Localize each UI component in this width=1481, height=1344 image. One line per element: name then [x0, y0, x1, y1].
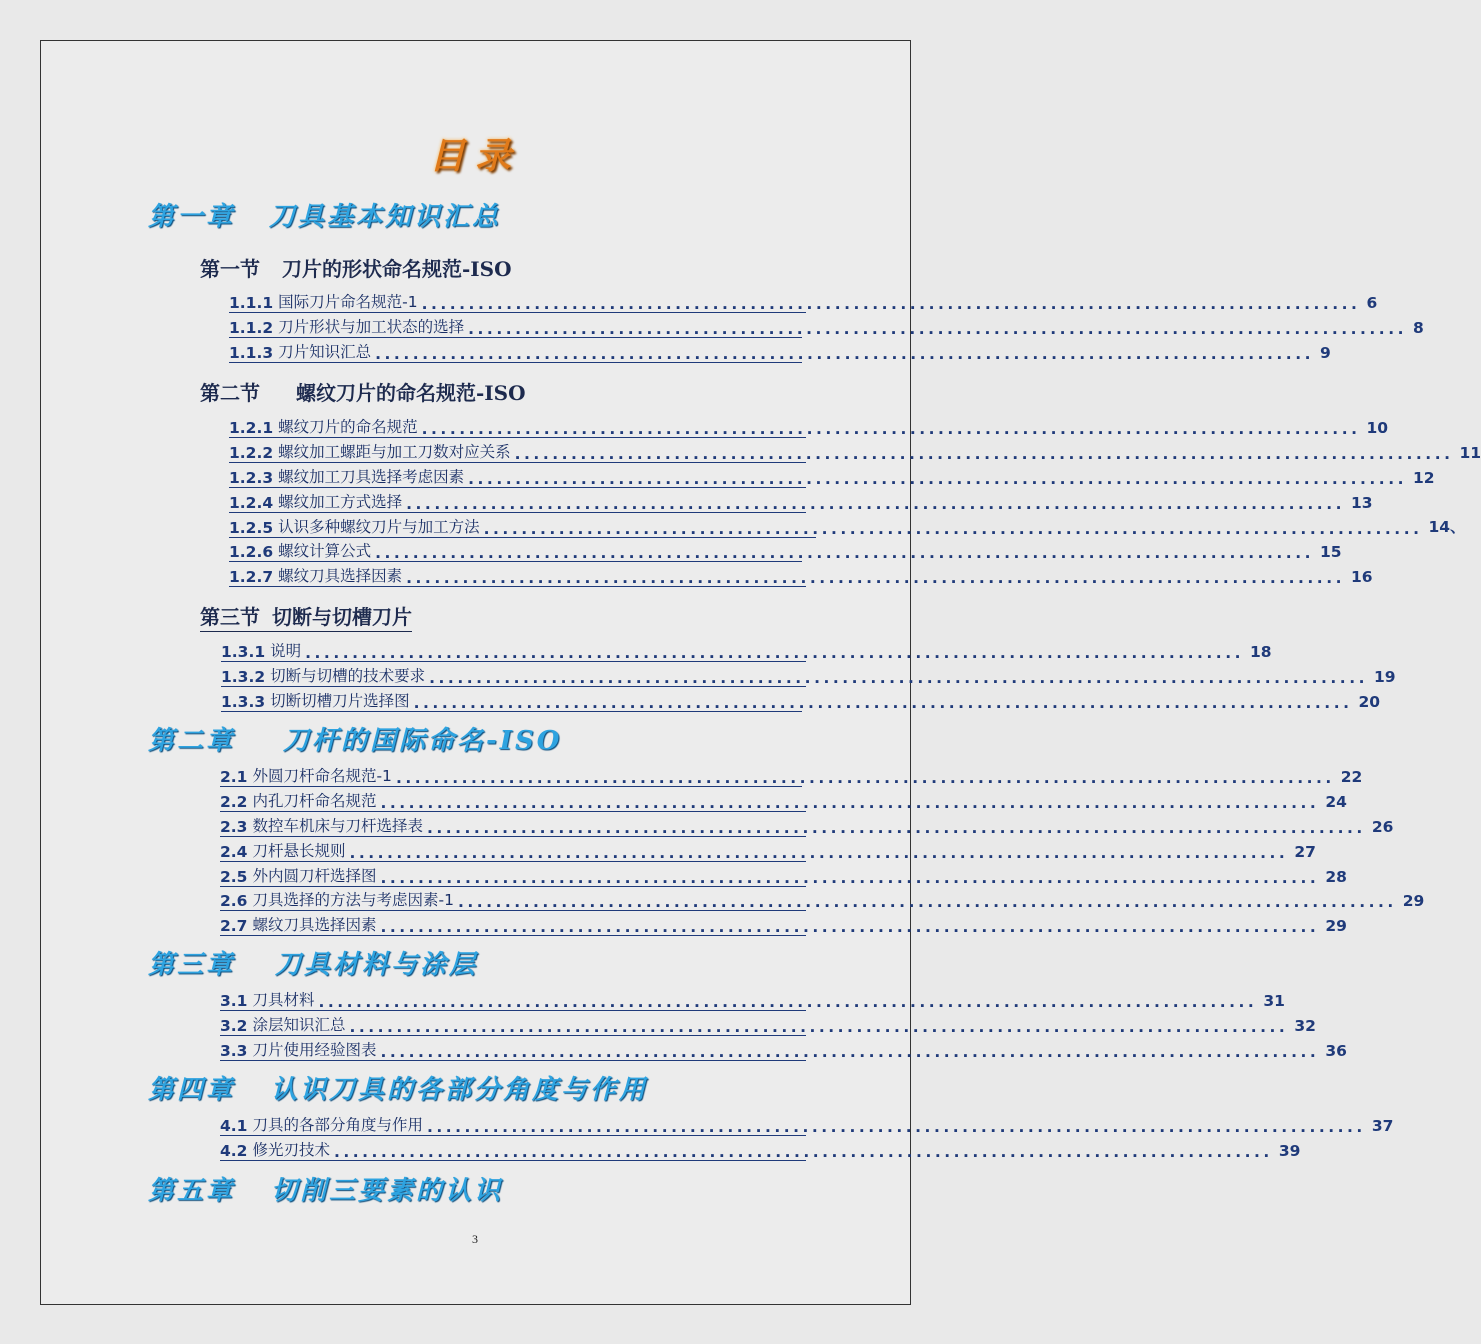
entry-page: 19: [1373, 668, 1396, 686]
entry-page: 9: [1319, 344, 1331, 362]
entry-page: 18: [1249, 643, 1272, 661]
chapter-number: 第四章: [148, 1075, 236, 1105]
entry-page: 32: [1294, 1017, 1316, 1035]
toc-entry-2-6[interactable]: [220, 888, 1425, 911]
entry-page: 29: [1402, 892, 1425, 910]
chapter-1-heading[interactable]: [148, 196, 501, 233]
chapter-number: 第二章: [148, 726, 236, 756]
entry-number: 1.2.1: [229, 419, 274, 437]
chapter-number: 第三章: [148, 950, 236, 980]
section-1-1-heading[interactable]: [200, 253, 512, 282]
entry-title: 外内圆刀杆选择图: [252, 867, 377, 885]
entry-number: 1.3.3: [221, 693, 266, 711]
entry-number: 2.2: [220, 793, 248, 811]
toc-entry-1-2-5[interactable]: [229, 515, 1466, 538]
dot-leader: ....................................................................................................: [514, 444, 1454, 463]
chapter-3-heading[interactable]: [148, 944, 478, 981]
entry-number: 2.4: [220, 843, 248, 861]
entry-number: 1.2.2: [229, 444, 274, 462]
entry-page: 36: [1325, 1042, 1347, 1060]
entry-number: 1.1.2: [229, 319, 274, 337]
chapter-name: 认识刀具的各部分角度与作用: [271, 1075, 649, 1105]
entry-number: 3.2: [220, 1017, 248, 1035]
entry-number: 1.2.3: [229, 469, 274, 487]
entry-number: 2.7: [220, 917, 248, 935]
entry-page: 8: [1412, 319, 1424, 337]
dot-leader: ....................................................................................................: [426, 818, 1366, 837]
entry-title: 螺纹计算公式: [278, 542, 372, 560]
dot-leader: ....................................................................................................: [375, 543, 1314, 562]
section-number: 第二节: [200, 381, 260, 405]
toc-entry-2-4[interactable]: [220, 839, 1316, 862]
entry-title: 刀片形状与加工状态的选择: [278, 318, 465, 336]
entry-number: 1.2.4: [229, 494, 274, 512]
entry-number: 2.3: [220, 818, 248, 836]
entry-page: 24: [1325, 793, 1347, 811]
entry-title: 认识多种螺纹刀片与加工方法: [278, 518, 480, 536]
entry-number: 4.1: [220, 1117, 248, 1135]
entry-title: 刀具的各部分角度与作用: [252, 1116, 423, 1134]
entry-page: 31: [1263, 992, 1285, 1010]
entry-page: 37: [1371, 1117, 1394, 1135]
section-number: 第一节: [200, 257, 260, 281]
dot-leader: ....................................................................................................: [468, 469, 1407, 488]
toc-entry-2-2[interactable]: [220, 789, 1347, 812]
entry-title: 刀具选择的方法与考虑因素-1: [252, 891, 454, 909]
chapter-name: 刀杆的国际命名-ISO: [283, 726, 563, 756]
toc-entry-1-1-1[interactable]: [229, 290, 1378, 313]
toc-entry-2-7[interactable]: [220, 913, 1347, 936]
entry-title: 刀片知识汇总: [278, 343, 372, 361]
dot-leader: ....................................................................................................: [406, 568, 1345, 587]
entry-page: 29: [1325, 917, 1347, 935]
entry-title: 外圆刀杆命名规范-1: [252, 767, 392, 785]
toc-entry-1-1-2[interactable]: [229, 315, 1424, 338]
entry-title: 螺纹刀片的命名规范: [278, 418, 418, 436]
entry-number: 3.3: [220, 1042, 248, 1060]
dot-leader: ....................................................................................................: [406, 494, 1345, 513]
chapter-name: 刀具材料与涂层: [275, 950, 479, 980]
toc-entry-2-3[interactable]: [220, 814, 1394, 837]
dot-leader: ....................................................................................................: [380, 1042, 1320, 1061]
toc-entry-1-2-4[interactable]: [229, 490, 1373, 513]
dot-leader: ....................................................................................................: [380, 868, 1320, 887]
toc-entry-1-2-6[interactable]: [229, 539, 1342, 562]
entry-number: 2.6: [220, 892, 248, 910]
dot-leader: ....................................................................................................: [380, 917, 1320, 936]
chapter-number: 第一章: [148, 202, 236, 232]
toc-entry-4-2[interactable]: [220, 1138, 1301, 1161]
entry-title: 刀杆悬长规则: [252, 842, 346, 860]
dot-leader: ....................................................................................................: [305, 643, 1244, 662]
toc-entry-3-3[interactable]: [220, 1038, 1347, 1061]
toc-entry-3-1[interactable]: [220, 988, 1285, 1011]
toc-title: 目录: [428, 135, 521, 177]
entry-page: 27: [1294, 843, 1316, 861]
entry-title: 刀片使用经验图表: [252, 1041, 377, 1059]
entry-page: 28: [1325, 868, 1347, 886]
toc-entry-1-2-7[interactable]: [229, 564, 1373, 587]
entry-page: 15: [1319, 543, 1342, 561]
section-1-2-heading[interactable]: [200, 377, 526, 406]
entry-number: 3.1: [220, 992, 248, 1010]
entry-number: 2.1: [220, 768, 248, 786]
entry-title: 说明: [270, 642, 302, 660]
section-name: 刀片的形状命名规范-ISO: [282, 257, 512, 281]
dot-leader: ....................................................................................................: [421, 419, 1361, 438]
entry-title: 数控车机床与刀杆选择表: [252, 817, 423, 835]
entry-number: 1.3.1: [221, 643, 266, 661]
dot-leader: ....................................................................................................: [468, 319, 1407, 338]
dot-leader: ....................................................................................................: [413, 693, 1353, 712]
toc-entry-1-2-1[interactable]: [229, 415, 1389, 438]
dot-leader: ....................................................................................................: [395, 768, 1335, 787]
page-number: 3: [472, 1232, 478, 1246]
dot-leader: ....................................................................................................: [318, 992, 1258, 1011]
entry-title: 螺纹加工螺距与加工刀数对应关系: [278, 443, 511, 461]
chapter-4-heading[interactable]: [148, 1069, 648, 1106]
entry-number: 1.1.3: [229, 344, 274, 362]
toc-entry-1-3-2[interactable]: [221, 664, 1396, 687]
entry-title: 内孔刀杆命名规范: [252, 792, 377, 810]
entry-title: 螺纹刀具选择因素: [252, 916, 377, 934]
dot-leader: ....................................................................................................: [457, 892, 1397, 911]
chapter-2-heading[interactable]: [148, 720, 562, 757]
chapter-5-heading[interactable]: [148, 1170, 503, 1207]
entry-page: 10: [1366, 419, 1389, 437]
entry-number: 4.2: [220, 1142, 248, 1160]
section-name: 螺纹刀片的命名规范-ISO: [296, 381, 526, 405]
entry-number: 1.3.2: [221, 668, 266, 686]
dot-leader: ....................................................................................................: [426, 1117, 1366, 1136]
toc-entry-1-2-3[interactable]: [229, 465, 1435, 488]
section-name: 切断与切槽刀片: [272, 605, 412, 629]
entry-number: 1.2.7: [229, 568, 274, 586]
entry-page: 26: [1371, 818, 1394, 836]
toc-entry-1-2-2[interactable]: [229, 440, 1481, 463]
entry-title: 螺纹加工方式选择: [278, 493, 403, 511]
entry-title: 螺纹加工刀具选择考虑因素: [278, 468, 465, 486]
toc-entry-4-1[interactable]: [220, 1113, 1394, 1136]
dot-leader: ....................................................................................................: [375, 344, 1314, 363]
entry-number: 1.2.6: [229, 543, 274, 561]
toc-entry-2-1[interactable]: [220, 764, 1363, 787]
entry-title: 刀具材料: [252, 991, 315, 1009]
entry-title: 涂层知识汇总: [252, 1016, 346, 1034]
chapter-name: 切削三要素的认识: [271, 1176, 504, 1206]
entry-number: 1.1.1: [229, 294, 274, 312]
section-1-3-heading[interactable]: [200, 601, 412, 632]
entry-page: 11: [1459, 444, 1481, 462]
dot-leader: ....................................................................................................: [349, 1017, 1289, 1036]
entry-page: 16: [1350, 568, 1373, 586]
entry-page: 22: [1340, 768, 1363, 786]
section-number: 第三节: [200, 605, 260, 629]
entry-title: 切断与切槽的技术要求: [270, 667, 426, 685]
dot-leader: ....................................................................................................: [429, 668, 1368, 687]
entry-number: 1.2.5: [229, 519, 274, 537]
dot-leader: ....................................................................................................: [333, 1142, 1273, 1161]
dot-leader: ....................................................................................................: [483, 519, 1423, 538]
entry-title: 国际刀片命名规范-1: [278, 293, 418, 311]
entry-page: 20: [1358, 693, 1381, 711]
toc-entry-3-2[interactable]: [220, 1013, 1316, 1036]
chapter-name: 刀具基本知识汇总: [269, 202, 502, 232]
entry-number: 2.5: [220, 868, 248, 886]
chapter-number: 第五章: [148, 1176, 236, 1206]
toc-entry-2-5[interactable]: [220, 864, 1347, 887]
dot-leader: ....................................................................................................: [421, 294, 1361, 313]
entry-page: 6: [1366, 294, 1378, 312]
entry-page: 39: [1278, 1142, 1301, 1160]
entry-title: 螺纹刀具选择因素: [278, 567, 403, 585]
toc-entry-1-1-3[interactable]: [229, 340, 1331, 363]
entry-page: 13: [1350, 494, 1373, 512]
dot-leader: ....................................................................................................: [380, 793, 1320, 812]
dot-leader: ....................................................................................................: [349, 843, 1289, 862]
entry-title: 修光刃技术: [252, 1141, 330, 1159]
entry-page: 14、: [1428, 518, 1466, 536]
entry-page: 12: [1412, 469, 1435, 487]
entry-title: 切断切槽刀片选择图: [270, 692, 410, 710]
toc-entry-1-3-3[interactable]: [221, 689, 1381, 712]
toc-entry-1-3-1[interactable]: [221, 639, 1272, 662]
